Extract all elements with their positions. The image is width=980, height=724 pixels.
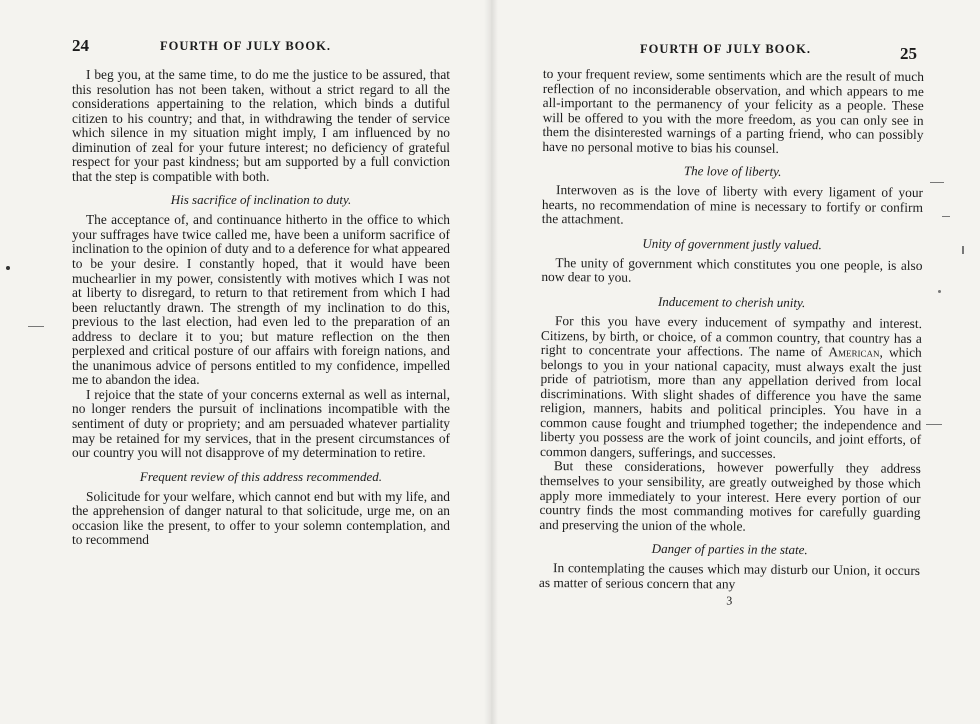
right-page [490,0,980,724]
right-paragraph-4 [540,314,922,462]
right-page-number: 25 [900,44,917,63]
right-section-heading-2: Unity of government justly valued. [642,235,822,253]
right-paragraph-5: But these considerations, however powerfully they address themselves to your sensibility, are greatly outweighed by those which apply more immediately to your interest. Here every portion of our country finds the most commanding motives for carefully guarding and preserving the union of the whole. [539,458,921,534]
signature-mark: 3 [726,593,733,608]
right-text-block [539,67,924,610]
right-paragraph-2: Interwoven as is the love of liberty with every ligament of your hearts, no recommendation of mine is necessary to fortify or confirm the attachment. [541,182,924,228]
margin-dash-mark-2 [942,216,950,217]
right-paragraph-3: The unity of government which constitutes you one people, is also now dear to you. [541,255,923,286]
left-paragraph-2: The acceptance of, and continuance hitherto in the office to which your suffrages have twice called me, have been a uniform sacrifice of inclination to the opinion of duty and to a deference for what appeared to be your desire. I constantly hoped, that it would have been muchearlier in my power, consistently with motives which I was not at liberty to disregard, to return to that retirement from which I had been reluctantly drawn. The strength of my inclination to do this, previous to the last election, had even led to the preparation of an address to declare it to you; but mature reflection on the then perplexed and critical posture of our affairs with foreign nations, and the unanimous advice of persons entitled to my confidence, impelled me to abandon the idea. [72,212,450,388]
left-page-number: 24 [72,36,89,55]
right-paragraph-4-part-a: For this you have every inducement of sympathy and interest. Citizens, by birth, or choice, of a common country, that country has a right to concentrate your affections. The name of [540,313,923,360]
right-paragraph-1: to your frequent review, some sentiments which are the result of much reflection of no inconsiderable observation, and which appears to me all-important to the permanency of your felicity as a people. These will be offered to you with the more freedom, as you can only see in them the disinterested warnings of a parting friend, who can possibly have no personal motive to bias his counsel. [542,66,924,156]
margin-tick-mark [962,246,964,254]
margin-line-mark [28,326,44,327]
left-paragraph-1: I beg you, at the same time, to do me the justice to be assured, that this resolution has not been taken, without a strict regard to all the considerations appertaining to the relation, which binds a dutiful citizen to his country; and that, in withdrawing the tender of service which silence in my situation might imply, I am influenced by no diminution of zeal for your future interest; no deficiency of grateful respect for your past kindness; but am supported by a full conviction that the step is compatible with both. [72,67,450,184]
left-text-block [72,68,450,548]
left-section-heading-1: His sacrifice of inclination to duty. [170,192,352,208]
american-small-caps: American [828,344,880,360]
margin-line-mark-right [926,424,942,425]
right-running-head: FOURTH OF JULY BOOK. [640,42,811,56]
left-paragraph-3: I rejoice that the state of your concerns external as well as internal, no longer renders the pursuit of inclinations incompatible with the sentiment of duty or propriety; and am persuaded whatever partiality may be retained for my services, that in the present circumstances of our country you will not disapprove of my determination to retire. [72,386,450,461]
margin-dot-mark [938,290,941,293]
ink-speck [6,266,10,270]
left-section-heading-2: Frequent review of this address recommended. [139,468,383,484]
right-paragraph-4-part-b: , which belongs to you in your national capacity, must always exalt the just pride of patriotism, more than any appellation derived from local discriminations. With slight shades of difference you have the same religion, manners, habits and political principles. You have in a common cause fought and triumphed together; the independence and liberty you possess are the work of joint councils, and joint efforts, of common dangers, sufferings, and successes. [539,344,922,461]
right-section-heading-4: Danger of parties in the state. [651,541,808,558]
right-section-heading-3: Inducement to cherish unity. [657,293,806,311]
left-running-head: FOURTH OF JULY BOOK. [160,39,331,53]
right-paragraph-6: In contemplating the causes which may disturb our Union, it occurs as matter of serious concern that any [538,560,921,592]
margin-dash-mark [930,182,944,183]
left-paragraph-4: Solicitude for your welfare, which cannot end but with my life, and the apprehension of danger natural to that solicitude, urge me, on an occasion like the present, to offer to your solemn contemplation, and to recommend [72,488,450,548]
right-section-heading-1: The love of liberty. [683,163,782,180]
